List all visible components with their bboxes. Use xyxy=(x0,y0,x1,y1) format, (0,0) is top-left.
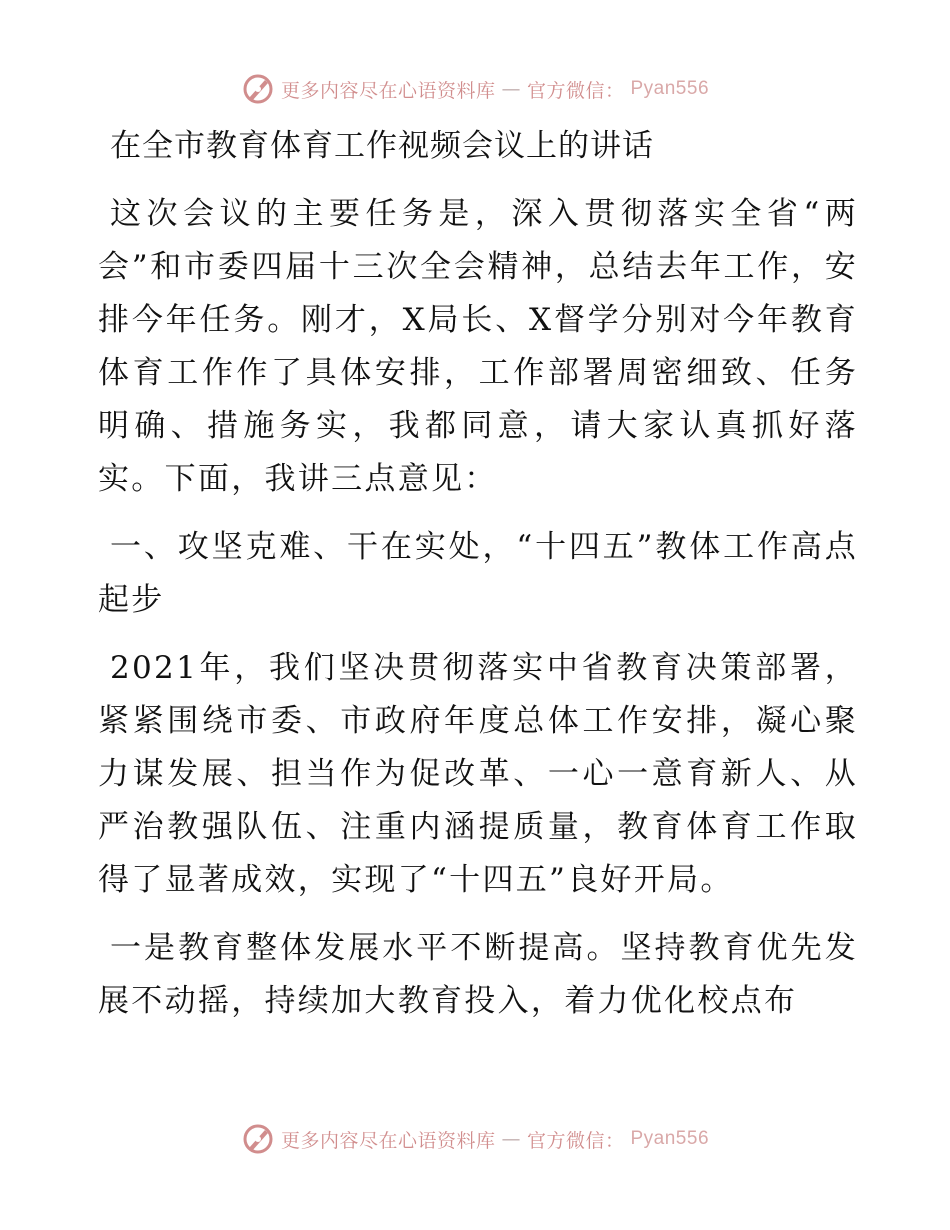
header-watermark xyxy=(0,72,950,106)
document-title: 在全市教育体育工作视频会议上的讲话 xyxy=(110,128,654,164)
watermark-text: 更多内容尽在心语资料库 xyxy=(280,79,496,102)
watermark-wechat-label: 官方微信： xyxy=(526,79,625,102)
paragraph-point-one: 一是教育整体发展水平不断提高。坚持教育优先发展不动摇，持续加大教育投入，着力优化校点布 xyxy=(98,930,858,1019)
watermark-separator: — xyxy=(501,1128,521,1150)
document-body xyxy=(98,120,858,1043)
pen-logo-icon xyxy=(241,1122,275,1156)
paragraph-summary: 2021年，我们坚决贯彻落实中省教育决策部署，紧紧围绕市委、市政府年度总体工作安排，凝心聚力谋发展、担当作为促改革、一心一意育新人、从严治教强队伍、注重内涵提质量，教育体育工作取得了显著成效，实现了“十四五”良好开局。 xyxy=(98,650,858,898)
paragraph-intro: 这次会议的主要任务是，深入贯彻落实全省“两会”和市委四届十三次全会精神，总结去年工作，安排今年任务。刚才，X局长、X督学分别对今年教育体育工作作了具体安排，工作部署周密细致、任务明确、措施务实，我都同意，请大家认真抓好落实。下面，我讲三点意见： xyxy=(98,196,858,497)
pen-logo-icon xyxy=(241,72,275,106)
watermark-separator: — xyxy=(501,78,521,100)
watermark-wechat-label: 官方微信： xyxy=(526,1129,625,1152)
watermark-account: Pyan556 xyxy=(630,1128,710,1149)
watermark-text: 更多内容尽在心语资料库 xyxy=(280,1129,496,1152)
watermark-account: Pyan556 xyxy=(630,78,710,99)
paragraph-section-heading: 一、攻坚克难、干在实处，“十四五”教体工作高点起步 xyxy=(98,529,858,618)
footer-watermark xyxy=(0,1122,950,1156)
